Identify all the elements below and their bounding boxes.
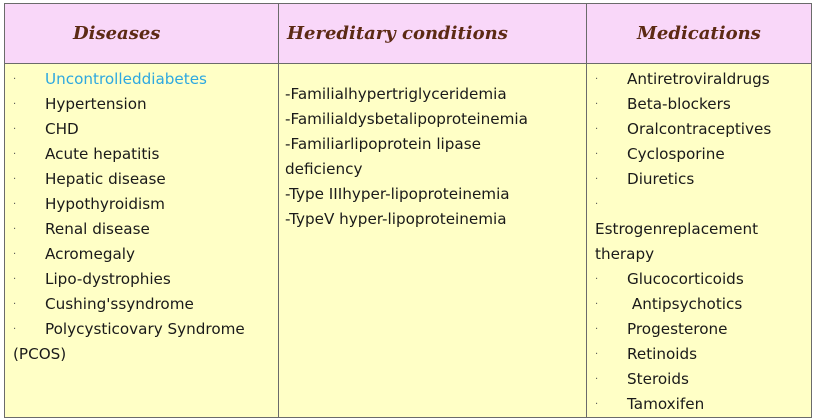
- diseases-list: [5, 64, 278, 367]
- list-item-text: Antipsychotics: [627, 295, 743, 313]
- list-item-text: Acromegaly: [45, 245, 135, 263]
- list-item-text: Tamoxifen: [627, 395, 705, 413]
- bullet-icon: ·: [13, 324, 17, 335]
- list-item: [595, 217, 811, 242]
- list-item: [595, 317, 811, 342]
- bullet-icon: ·: [13, 249, 17, 260]
- bullet-icon: ·: [13, 199, 17, 210]
- list-item-text: Renal disease: [45, 220, 150, 238]
- list-item: [285, 207, 586, 232]
- list-item: [285, 182, 586, 207]
- list-item: [13, 242, 278, 267]
- body-row: [5, 64, 812, 418]
- list-item-text: Estrogenreplacement: [595, 220, 759, 238]
- medications-list: [587, 64, 811, 417]
- risk-factors-table: [4, 3, 812, 418]
- list-item-text: Diuretics: [627, 170, 695, 188]
- list-item-text: CHD: [45, 120, 79, 138]
- list-item: [595, 92, 811, 117]
- list-item-text: Hepatic disease: [45, 170, 166, 188]
- header-diseases: Diseases: [5, 4, 279, 64]
- list-item: [13, 292, 278, 317]
- bullet-icon: ·: [595, 124, 599, 135]
- list-item-text: Uncontrolleddiabetes: [45, 70, 207, 88]
- list-item-text: deficiency: [285, 160, 363, 178]
- list-item: [595, 67, 811, 92]
- bullet-icon: ·: [595, 174, 599, 185]
- list-item-text: therapy: [595, 245, 655, 263]
- list-item: [595, 167, 811, 192]
- list-item: [13, 192, 278, 217]
- bullet-icon: ·: [13, 224, 17, 235]
- list-item-text: Retinoids: [627, 345, 698, 363]
- bullet-icon: ·: [13, 299, 17, 310]
- list-item: [13, 117, 278, 142]
- list-item-text: Cushing'ssyndrome: [45, 295, 194, 313]
- bullet-icon: ·: [595, 274, 599, 285]
- bullet-icon: ·: [13, 149, 17, 160]
- list-item: [285, 157, 586, 182]
- list-item-text: -Type IIIhyper-lipoproteinemia: [285, 185, 510, 203]
- list-item: [13, 267, 278, 292]
- list-item-text: Acute hepatitis: [45, 145, 160, 163]
- list-item: [13, 92, 278, 117]
- bullet-icon: ·: [13, 99, 17, 110]
- header-hereditary-conditions: Hereditary conditions: [279, 4, 587, 64]
- list-item: [285, 107, 586, 132]
- list-item-text: Steroids: [627, 370, 689, 388]
- list-item: [595, 267, 811, 292]
- list-item: [595, 342, 811, 367]
- bullet-icon: ·: [595, 149, 599, 160]
- list-item-text: Glucocorticoids: [627, 270, 744, 288]
- list-item: [595, 142, 811, 167]
- bullet-icon: ·: [13, 274, 17, 285]
- bullet-icon: ·: [595, 199, 599, 210]
- list-item: [595, 367, 811, 392]
- bullet-icon: ·: [595, 399, 599, 410]
- list-item-text: Hypertension: [45, 95, 147, 113]
- list-item-text: -TypeV hyper-lipoproteinemia: [285, 210, 507, 228]
- list-item-text: -Familialdysbetalipoproteinemia: [285, 110, 528, 128]
- list-item: [285, 82, 586, 107]
- diseases-cell: [5, 64, 279, 418]
- bullet-icon: ·: [595, 99, 599, 110]
- list-item: [13, 217, 278, 242]
- bullet-icon: ·: [595, 349, 599, 360]
- list-item-text: Polycysticovary Syndrome: [45, 320, 245, 338]
- list-item-text: -Familialhypertriglyceridemia: [285, 85, 507, 103]
- list-item: [13, 67, 278, 92]
- list-item-text: -Familiarlipoprotein lipase: [285, 135, 481, 153]
- list-item: [285, 132, 586, 157]
- bullet-icon: ·: [595, 299, 599, 310]
- hereditary-cell: [279, 64, 587, 418]
- list-item: [595, 392, 811, 417]
- hereditary-list: [279, 64, 586, 232]
- list-item-text: Cyclosporine: [627, 145, 725, 163]
- bullet-icon: ·: [13, 124, 17, 135]
- medications-cell: [587, 64, 812, 418]
- list-item: [595, 242, 811, 267]
- list-item-text: Oralcontraceptives: [627, 120, 772, 138]
- list-item: [13, 167, 278, 192]
- list-item: [595, 117, 811, 142]
- list-item: [13, 142, 278, 167]
- list-item: [13, 317, 278, 342]
- header-row: [5, 4, 812, 64]
- bullet-icon: ·: [13, 74, 17, 85]
- list-item-text: Beta-blockers: [627, 95, 731, 113]
- list-item: [595, 192, 811, 217]
- list-item: [595, 292, 811, 317]
- bullet-icon: ·: [595, 324, 599, 335]
- list-item-text: Lipo-dystrophies: [45, 270, 171, 288]
- list-item-text: Progesterone: [627, 320, 728, 338]
- bullet-icon: ·: [13, 174, 17, 185]
- bullet-icon: ·: [595, 374, 599, 385]
- list-item-text: (PCOS): [13, 345, 67, 363]
- list-item-text: Antiretroviraldrugs: [627, 70, 770, 88]
- bullet-icon: ·: [595, 74, 599, 85]
- list-item-text: Hypothyroidism: [45, 195, 165, 213]
- header-medications: Medications: [587, 4, 812, 64]
- list-item: [13, 342, 278, 367]
